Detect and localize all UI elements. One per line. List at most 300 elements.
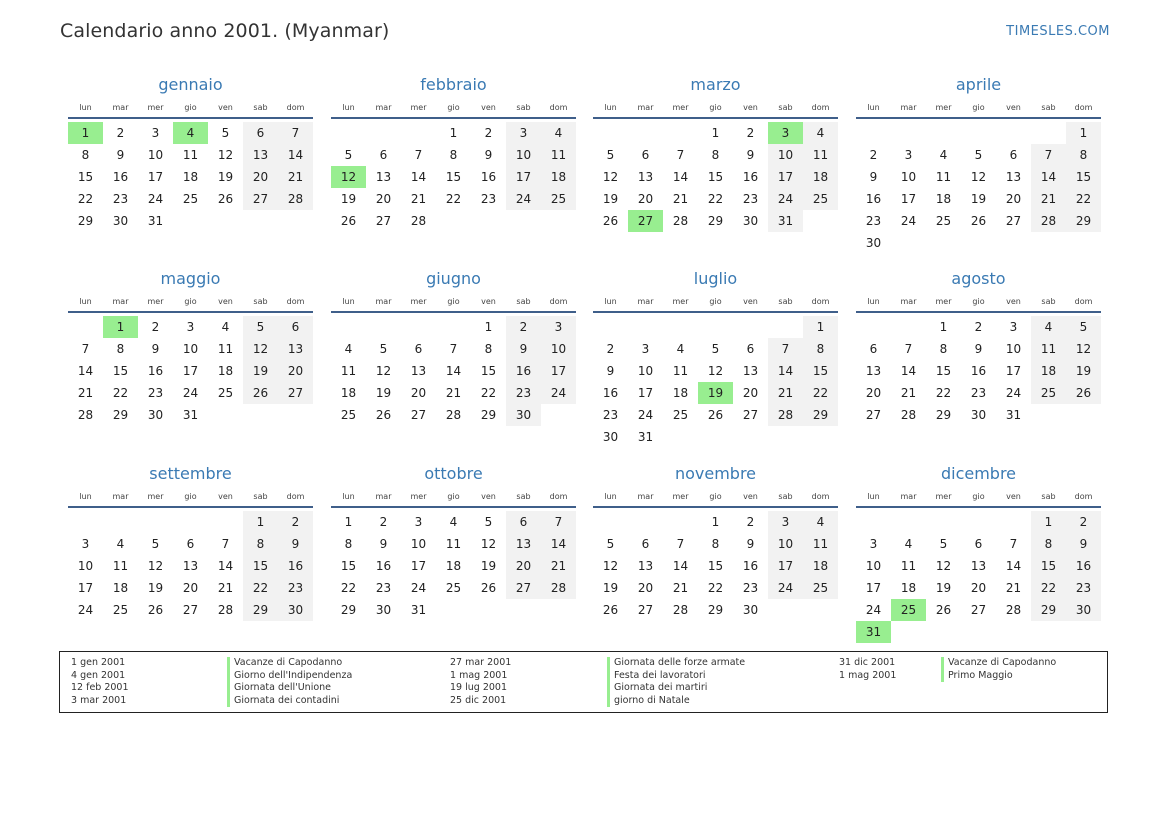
day-cell[interactable]: 17 bbox=[1005, 364, 1022, 378]
day-cell[interactable]: 11 bbox=[803, 533, 838, 555]
day-cell[interactable]: 26 bbox=[602, 603, 619, 617]
day-cell[interactable]: 26 bbox=[935, 603, 952, 617]
day-cell[interactable]: 20 bbox=[742, 386, 759, 400]
day-cell[interactable]: 28 bbox=[768, 404, 803, 426]
day-cell[interactable]: 18 bbox=[672, 386, 689, 400]
day-cell[interactable]: 22 bbox=[1031, 577, 1066, 599]
day-cell[interactable]: 7 bbox=[676, 148, 685, 162]
day-cell[interactable]: 15 bbox=[243, 555, 278, 577]
day-cell[interactable]: 23 bbox=[506, 382, 541, 404]
day-cell[interactable]: 30 bbox=[147, 408, 164, 422]
day-cell[interactable]: 20 bbox=[1005, 192, 1022, 206]
day-cell[interactable]: 14 bbox=[541, 533, 576, 555]
day-cell[interactable]: 26 bbox=[480, 581, 497, 595]
day-cell[interactable]: 4 bbox=[449, 515, 458, 529]
day-cell[interactable]: 16 bbox=[1066, 555, 1101, 577]
day-cell[interactable]: 16 bbox=[602, 386, 619, 400]
day-cell[interactable]: 22 bbox=[445, 192, 462, 206]
day-cell[interactable]: 29 bbox=[340, 603, 357, 617]
day-cell[interactable]: 29 bbox=[803, 404, 838, 426]
day-cell[interactable]: 2 bbox=[151, 320, 160, 334]
day-cell[interactable]: 26 bbox=[1066, 382, 1101, 404]
day-cell[interactable]: 11 bbox=[672, 364, 689, 378]
day-cell[interactable]: 27 bbox=[243, 188, 278, 210]
day-cell[interactable]: 31 bbox=[182, 408, 199, 422]
day-cell[interactable]: 13 bbox=[375, 170, 392, 184]
day-cell[interactable]: 16 bbox=[480, 170, 497, 184]
day-cell[interactable]: 31 bbox=[856, 621, 891, 643]
day-cell[interactable]: 29 bbox=[243, 599, 278, 621]
day-cell[interactable]: 21 bbox=[900, 386, 917, 400]
day-cell[interactable]: 9 bbox=[116, 148, 125, 162]
day-cell[interactable]: 14 bbox=[77, 364, 94, 378]
day-cell[interactable]: 7 bbox=[1009, 537, 1018, 551]
day-cell[interactable]: 14 bbox=[768, 360, 803, 382]
day-cell[interactable]: 7 bbox=[414, 148, 423, 162]
day-cell[interactable]: 5 bbox=[711, 342, 720, 356]
day-cell[interactable]: 27 bbox=[1005, 214, 1022, 228]
day-cell[interactable]: 30 bbox=[375, 603, 392, 617]
day-cell[interactable]: 17 bbox=[410, 559, 427, 573]
day-cell[interactable]: 17 bbox=[147, 170, 164, 184]
day-cell[interactable]: 2 bbox=[746, 515, 755, 529]
day-cell[interactable]: 27 bbox=[182, 603, 199, 617]
day-cell[interactable]: 7 bbox=[768, 338, 803, 360]
day-cell[interactable]: 5 bbox=[974, 148, 983, 162]
day-cell[interactable]: 13 bbox=[970, 559, 987, 573]
day-cell[interactable]: 7 bbox=[541, 511, 576, 533]
day-cell[interactable]: 22 bbox=[1066, 188, 1101, 210]
day-cell[interactable]: 10 bbox=[768, 533, 803, 555]
day-cell[interactable]: 14 bbox=[900, 364, 917, 378]
day-cell[interactable]: 21 bbox=[217, 581, 234, 595]
day-cell[interactable]: 11 bbox=[541, 144, 576, 166]
day-cell[interactable]: 30 bbox=[278, 599, 313, 621]
day-cell[interactable]: 3 bbox=[541, 316, 576, 338]
day-cell[interactable]: 1 bbox=[68, 122, 103, 144]
day-cell[interactable]: 30 bbox=[112, 214, 129, 228]
day-cell[interactable]: 7 bbox=[904, 342, 913, 356]
day-cell[interactable]: 23 bbox=[147, 386, 164, 400]
day-cell[interactable]: 29 bbox=[707, 214, 724, 228]
day-cell[interactable]: 31 bbox=[768, 210, 803, 232]
day-cell[interactable]: 18 bbox=[541, 166, 576, 188]
day-cell[interactable]: 10 bbox=[637, 364, 654, 378]
day-cell[interactable]: 25 bbox=[541, 188, 576, 210]
day-cell[interactable]: 10 bbox=[410, 537, 427, 551]
day-cell[interactable]: 18 bbox=[112, 581, 129, 595]
day-cell[interactable]: 9 bbox=[869, 170, 878, 184]
day-cell[interactable]: 1 bbox=[1031, 511, 1066, 533]
day-cell[interactable]: 29 bbox=[480, 408, 497, 422]
day-cell[interactable]: 13 bbox=[410, 364, 427, 378]
day-cell[interactable]: 15 bbox=[1066, 166, 1101, 188]
day-cell[interactable]: 20 bbox=[637, 192, 654, 206]
day-cell[interactable]: 6 bbox=[641, 148, 650, 162]
day-cell[interactable]: 15 bbox=[445, 170, 462, 184]
day-cell[interactable]: 14 bbox=[672, 170, 689, 184]
day-cell[interactable]: 26 bbox=[375, 408, 392, 422]
day-cell[interactable]: 17 bbox=[77, 581, 94, 595]
day-cell[interactable]: 6 bbox=[278, 316, 313, 338]
day-cell[interactable]: 23 bbox=[865, 214, 882, 228]
day-cell[interactable]: 29 bbox=[1031, 599, 1066, 621]
day-cell[interactable]: 14 bbox=[672, 559, 689, 573]
day-cell[interactable]: 19 bbox=[147, 581, 164, 595]
day-cell[interactable]: 12 bbox=[243, 338, 278, 360]
day-cell[interactable]: 24 bbox=[77, 603, 94, 617]
day-cell[interactable]: 4 bbox=[116, 537, 125, 551]
day-cell[interactable]: 17 bbox=[865, 581, 882, 595]
day-cell[interactable]: 6 bbox=[243, 122, 278, 144]
day-cell[interactable]: 17 bbox=[768, 166, 803, 188]
day-cell[interactable]: 25 bbox=[891, 599, 926, 621]
day-cell[interactable]: 12 bbox=[217, 148, 234, 162]
day-cell[interactable]: 1 bbox=[939, 320, 948, 334]
day-cell[interactable]: 10 bbox=[541, 338, 576, 360]
day-cell[interactable]: 9 bbox=[278, 533, 313, 555]
day-cell[interactable]: 11 bbox=[935, 170, 952, 184]
day-cell[interactable]: 31 bbox=[637, 430, 654, 444]
day-cell[interactable]: 2 bbox=[869, 148, 878, 162]
day-cell[interactable]: 3 bbox=[768, 122, 803, 144]
day-cell[interactable]: 25 bbox=[803, 188, 838, 210]
day-cell[interactable]: 10 bbox=[506, 144, 541, 166]
day-cell[interactable]: 6 bbox=[869, 342, 878, 356]
day-cell[interactable]: 21 bbox=[445, 386, 462, 400]
day-cell[interactable]: 31 bbox=[1005, 408, 1022, 422]
day-cell[interactable]: 11 bbox=[803, 144, 838, 166]
day-cell[interactable]: 24 bbox=[768, 577, 803, 599]
day-cell[interactable]: 19 bbox=[243, 360, 278, 382]
day-cell[interactable]: 27 bbox=[375, 214, 392, 228]
day-cell[interactable]: 6 bbox=[186, 537, 195, 551]
day-cell[interactable]: 24 bbox=[147, 192, 164, 206]
day-cell[interactable]: 28 bbox=[900, 408, 917, 422]
day-cell[interactable]: 20 bbox=[637, 581, 654, 595]
day-cell[interactable]: 30 bbox=[742, 603, 759, 617]
day-cell[interactable]: 19 bbox=[935, 581, 952, 595]
day-cell[interactable]: 11 bbox=[182, 148, 199, 162]
day-cell[interactable]: 11 bbox=[112, 559, 129, 573]
day-cell[interactable]: 6 bbox=[414, 342, 423, 356]
brand-link[interactable]: TIMESLES.COM bbox=[1006, 24, 1110, 39]
day-cell[interactable]: 16 bbox=[970, 364, 987, 378]
day-cell[interactable]: 13 bbox=[182, 559, 199, 573]
day-cell[interactable]: 7 bbox=[676, 537, 685, 551]
day-cell[interactable]: 17 bbox=[900, 192, 917, 206]
day-cell[interactable]: 16 bbox=[147, 364, 164, 378]
day-cell[interactable]: 24 bbox=[541, 382, 576, 404]
day-cell[interactable]: 9 bbox=[746, 148, 755, 162]
day-cell[interactable]: 16 bbox=[278, 555, 313, 577]
day-cell[interactable]: 17 bbox=[506, 166, 541, 188]
day-cell[interactable]: 21 bbox=[410, 192, 427, 206]
day-cell[interactable]: 4 bbox=[803, 122, 838, 144]
day-cell[interactable]: 19 bbox=[217, 170, 234, 184]
day-cell[interactable]: 28 bbox=[672, 214, 689, 228]
day-cell[interactable]: 12 bbox=[970, 170, 987, 184]
day-cell[interactable]: 24 bbox=[410, 581, 427, 595]
day-cell[interactable]: 3 bbox=[506, 122, 541, 144]
day-cell[interactable]: 29 bbox=[77, 214, 94, 228]
day-cell[interactable]: 28 bbox=[1031, 210, 1066, 232]
day-cell[interactable]: 8 bbox=[803, 338, 838, 360]
day-cell[interactable]: 8 bbox=[449, 148, 458, 162]
day-cell[interactable]: 25 bbox=[935, 214, 952, 228]
day-cell[interactable]: 23 bbox=[970, 386, 987, 400]
day-cell[interactable]: 22 bbox=[935, 386, 952, 400]
day-cell[interactable]: 20 bbox=[970, 581, 987, 595]
day-cell[interactable]: 20 bbox=[506, 555, 541, 577]
day-cell[interactable]: 18 bbox=[935, 192, 952, 206]
day-cell[interactable]: 19 bbox=[480, 559, 497, 573]
day-cell[interactable]: 18 bbox=[340, 386, 357, 400]
day-cell[interactable]: 25 bbox=[340, 408, 357, 422]
day-cell[interactable]: 1 bbox=[711, 126, 720, 140]
day-cell[interactable]: 28 bbox=[541, 577, 576, 599]
day-cell[interactable]: 3 bbox=[81, 537, 90, 551]
day-cell[interactable]: 28 bbox=[1005, 603, 1022, 617]
day-cell[interactable]: 8 bbox=[1031, 533, 1066, 555]
day-cell[interactable]: 8 bbox=[711, 537, 720, 551]
day-cell[interactable]: 19 bbox=[970, 192, 987, 206]
day-cell[interactable]: 14 bbox=[1031, 166, 1066, 188]
day-cell[interactable]: 29 bbox=[707, 603, 724, 617]
day-cell[interactable]: 9 bbox=[1066, 533, 1101, 555]
day-cell[interactable]: 23 bbox=[375, 581, 392, 595]
day-cell[interactable]: 27 bbox=[970, 603, 987, 617]
day-cell[interactable]: 27 bbox=[865, 408, 882, 422]
day-cell[interactable]: 4 bbox=[221, 320, 230, 334]
day-cell[interactable]: 25 bbox=[445, 581, 462, 595]
day-cell[interactable]: 25 bbox=[672, 408, 689, 422]
day-cell[interactable]: 6 bbox=[1009, 148, 1018, 162]
day-cell[interactable]: 25 bbox=[217, 386, 234, 400]
day-cell[interactable]: 5 bbox=[484, 515, 493, 529]
day-cell[interactable]: 30 bbox=[1066, 599, 1101, 621]
day-cell[interactable]: 5 bbox=[379, 342, 388, 356]
day-cell[interactable]: 14 bbox=[445, 364, 462, 378]
day-cell[interactable]: 8 bbox=[344, 537, 353, 551]
day-cell[interactable]: 15 bbox=[77, 170, 94, 184]
day-cell[interactable]: 12 bbox=[375, 364, 392, 378]
day-cell[interactable]: 12 bbox=[331, 166, 366, 188]
day-cell[interactable]: 20 bbox=[243, 166, 278, 188]
day-cell[interactable]: 24 bbox=[506, 188, 541, 210]
day-cell[interactable]: 26 bbox=[970, 214, 987, 228]
day-cell[interactable]: 22 bbox=[707, 581, 724, 595]
day-cell[interactable]: 5 bbox=[344, 148, 353, 162]
day-cell[interactable]: 30 bbox=[865, 236, 882, 250]
day-cell[interactable]: 3 bbox=[1009, 320, 1018, 334]
day-cell[interactable]: 10 bbox=[182, 342, 199, 356]
day-cell[interactable]: 9 bbox=[506, 338, 541, 360]
day-cell[interactable]: 16 bbox=[865, 192, 882, 206]
day-cell[interactable]: 4 bbox=[344, 342, 353, 356]
day-cell[interactable]: 6 bbox=[746, 342, 755, 356]
day-cell[interactable]: 18 bbox=[445, 559, 462, 573]
day-cell[interactable]: 29 bbox=[112, 408, 129, 422]
day-cell[interactable]: 23 bbox=[112, 192, 129, 206]
day-cell[interactable]: 26 bbox=[602, 214, 619, 228]
day-cell[interactable]: 3 bbox=[414, 515, 423, 529]
day-cell[interactable]: 11 bbox=[445, 537, 462, 551]
day-cell[interactable]: 20 bbox=[865, 386, 882, 400]
day-cell[interactable]: 14 bbox=[410, 170, 427, 184]
day-cell[interactable]: 2 bbox=[506, 316, 541, 338]
day-cell[interactable]: 16 bbox=[506, 360, 541, 382]
day-cell[interactable]: 28 bbox=[672, 603, 689, 617]
day-cell[interactable]: 8 bbox=[243, 533, 278, 555]
day-cell[interactable]: 13 bbox=[278, 338, 313, 360]
day-cell[interactable]: 3 bbox=[186, 320, 195, 334]
day-cell[interactable]: 3 bbox=[768, 511, 803, 533]
day-cell[interactable]: 1 bbox=[803, 316, 838, 338]
day-cell[interactable]: 21 bbox=[672, 192, 689, 206]
day-cell[interactable]: 15 bbox=[112, 364, 129, 378]
day-cell[interactable]: 12 bbox=[147, 559, 164, 573]
day-cell[interactable]: 10 bbox=[1005, 342, 1022, 356]
day-cell[interactable]: 6 bbox=[506, 511, 541, 533]
day-cell[interactable]: 15 bbox=[935, 364, 952, 378]
day-cell[interactable]: 14 bbox=[217, 559, 234, 573]
day-cell[interactable]: 30 bbox=[602, 430, 619, 444]
day-cell[interactable]: 13 bbox=[243, 144, 278, 166]
day-cell[interactable]: 6 bbox=[379, 148, 388, 162]
day-cell[interactable]: 10 bbox=[147, 148, 164, 162]
day-cell[interactable]: 14 bbox=[1005, 559, 1022, 573]
day-cell[interactable]: 22 bbox=[707, 192, 724, 206]
day-cell[interactable]: 18 bbox=[803, 555, 838, 577]
day-cell[interactable]: 12 bbox=[480, 537, 497, 551]
day-cell[interactable]: 1 bbox=[243, 511, 278, 533]
day-cell[interactable]: 9 bbox=[746, 537, 755, 551]
day-cell[interactable]: 19 bbox=[602, 581, 619, 595]
day-cell[interactable]: 12 bbox=[602, 170, 619, 184]
day-cell[interactable]: 25 bbox=[112, 603, 129, 617]
day-cell[interactable]: 24 bbox=[768, 188, 803, 210]
day-cell[interactable]: 21 bbox=[278, 166, 313, 188]
day-cell[interactable]: 25 bbox=[803, 577, 838, 599]
day-cell[interactable]: 16 bbox=[742, 559, 759, 573]
day-cell[interactable]: 4 bbox=[803, 511, 838, 533]
day-cell[interactable]: 8 bbox=[81, 148, 90, 162]
day-cell[interactable]: 28 bbox=[410, 214, 427, 228]
day-cell[interactable]: 5 bbox=[606, 148, 615, 162]
day-cell[interactable]: 10 bbox=[900, 170, 917, 184]
day-cell[interactable]: 19 bbox=[1066, 360, 1101, 382]
day-cell[interactable]: 7 bbox=[81, 342, 90, 356]
day-cell[interactable]: 7 bbox=[221, 537, 230, 551]
day-cell[interactable]: 5 bbox=[939, 537, 948, 551]
day-cell[interactable]: 6 bbox=[641, 537, 650, 551]
day-cell[interactable]: 19 bbox=[698, 382, 733, 404]
day-cell[interactable]: 24 bbox=[1005, 386, 1022, 400]
day-cell[interactable]: 2 bbox=[116, 126, 125, 140]
day-cell[interactable]: 28 bbox=[278, 188, 313, 210]
day-cell[interactable]: 26 bbox=[340, 214, 357, 228]
day-cell[interactable]: 27 bbox=[410, 408, 427, 422]
day-cell[interactable]: 30 bbox=[970, 408, 987, 422]
day-cell[interactable]: 13 bbox=[865, 364, 882, 378]
day-cell[interactable]: 15 bbox=[340, 559, 357, 573]
day-cell[interactable]: 24 bbox=[900, 214, 917, 228]
day-cell[interactable]: 17 bbox=[182, 364, 199, 378]
day-cell[interactable]: 5 bbox=[606, 537, 615, 551]
day-cell[interactable]: 8 bbox=[116, 342, 125, 356]
day-cell[interactable]: 13 bbox=[637, 559, 654, 573]
day-cell[interactable]: 19 bbox=[340, 192, 357, 206]
day-cell[interactable]: 18 bbox=[803, 166, 838, 188]
day-cell[interactable]: 15 bbox=[707, 170, 724, 184]
day-cell[interactable]: 28 bbox=[445, 408, 462, 422]
day-cell[interactable]: 18 bbox=[217, 364, 234, 378]
day-cell[interactable]: 30 bbox=[742, 214, 759, 228]
day-cell[interactable]: 2 bbox=[746, 126, 755, 140]
day-cell[interactable]: 13 bbox=[742, 364, 759, 378]
day-cell[interactable]: 18 bbox=[182, 170, 199, 184]
day-cell[interactable]: 29 bbox=[1066, 210, 1101, 232]
day-cell[interactable]: 8 bbox=[711, 148, 720, 162]
day-cell[interactable]: 8 bbox=[1066, 144, 1101, 166]
day-cell[interactable]: 7 bbox=[449, 342, 458, 356]
day-cell[interactable]: 21 bbox=[541, 555, 576, 577]
day-cell[interactable]: 4 bbox=[1031, 316, 1066, 338]
day-cell[interactable]: 5 bbox=[151, 537, 160, 551]
day-cell[interactable]: 21 bbox=[1031, 188, 1066, 210]
day-cell[interactable]: 11 bbox=[340, 364, 357, 378]
day-cell[interactable]: 22 bbox=[112, 386, 129, 400]
day-cell[interactable]: 1 bbox=[449, 126, 458, 140]
day-cell[interactable]: 20 bbox=[182, 581, 199, 595]
day-cell[interactable]: 12 bbox=[602, 559, 619, 573]
day-cell[interactable]: 4 bbox=[676, 342, 685, 356]
day-cell[interactable]: 5 bbox=[1066, 316, 1101, 338]
day-cell[interactable]: 7 bbox=[278, 122, 313, 144]
day-cell[interactable]: 16 bbox=[375, 559, 392, 573]
day-cell[interactable]: 22 bbox=[340, 581, 357, 595]
day-cell[interactable]: 9 bbox=[484, 148, 493, 162]
day-cell[interactable]: 18 bbox=[900, 581, 917, 595]
day-cell[interactable]: 12 bbox=[1066, 338, 1101, 360]
day-cell[interactable]: 26 bbox=[243, 382, 278, 404]
day-cell[interactable]: 6 bbox=[974, 537, 983, 551]
day-cell[interactable]: 8 bbox=[939, 342, 948, 356]
day-cell[interactable]: 27 bbox=[628, 210, 663, 232]
day-cell[interactable]: 19 bbox=[375, 386, 392, 400]
day-cell[interactable]: 4 bbox=[939, 148, 948, 162]
day-cell[interactable]: 5 bbox=[221, 126, 230, 140]
day-cell[interactable]: 13 bbox=[1005, 170, 1022, 184]
day-cell[interactable]: 20 bbox=[375, 192, 392, 206]
day-cell[interactable]: 23 bbox=[742, 581, 759, 595]
day-cell[interactable]: 25 bbox=[182, 192, 199, 206]
day-cell[interactable]: 28 bbox=[77, 408, 94, 422]
day-cell[interactable]: 25 bbox=[1031, 382, 1066, 404]
day-cell[interactable]: 3 bbox=[869, 537, 878, 551]
day-cell[interactable]: 13 bbox=[506, 533, 541, 555]
day-cell[interactable]: 22 bbox=[243, 577, 278, 599]
day-cell[interactable]: 21 bbox=[1005, 581, 1022, 595]
day-cell[interactable]: 7 bbox=[1031, 144, 1066, 166]
day-cell[interactable]: 18 bbox=[1031, 360, 1066, 382]
day-cell[interactable]: 15 bbox=[480, 364, 497, 378]
day-cell[interactable]: 22 bbox=[803, 382, 838, 404]
day-cell[interactable]: 26 bbox=[217, 192, 234, 206]
day-cell[interactable]: 29 bbox=[935, 408, 952, 422]
day-cell[interactable]: 4 bbox=[173, 122, 208, 144]
